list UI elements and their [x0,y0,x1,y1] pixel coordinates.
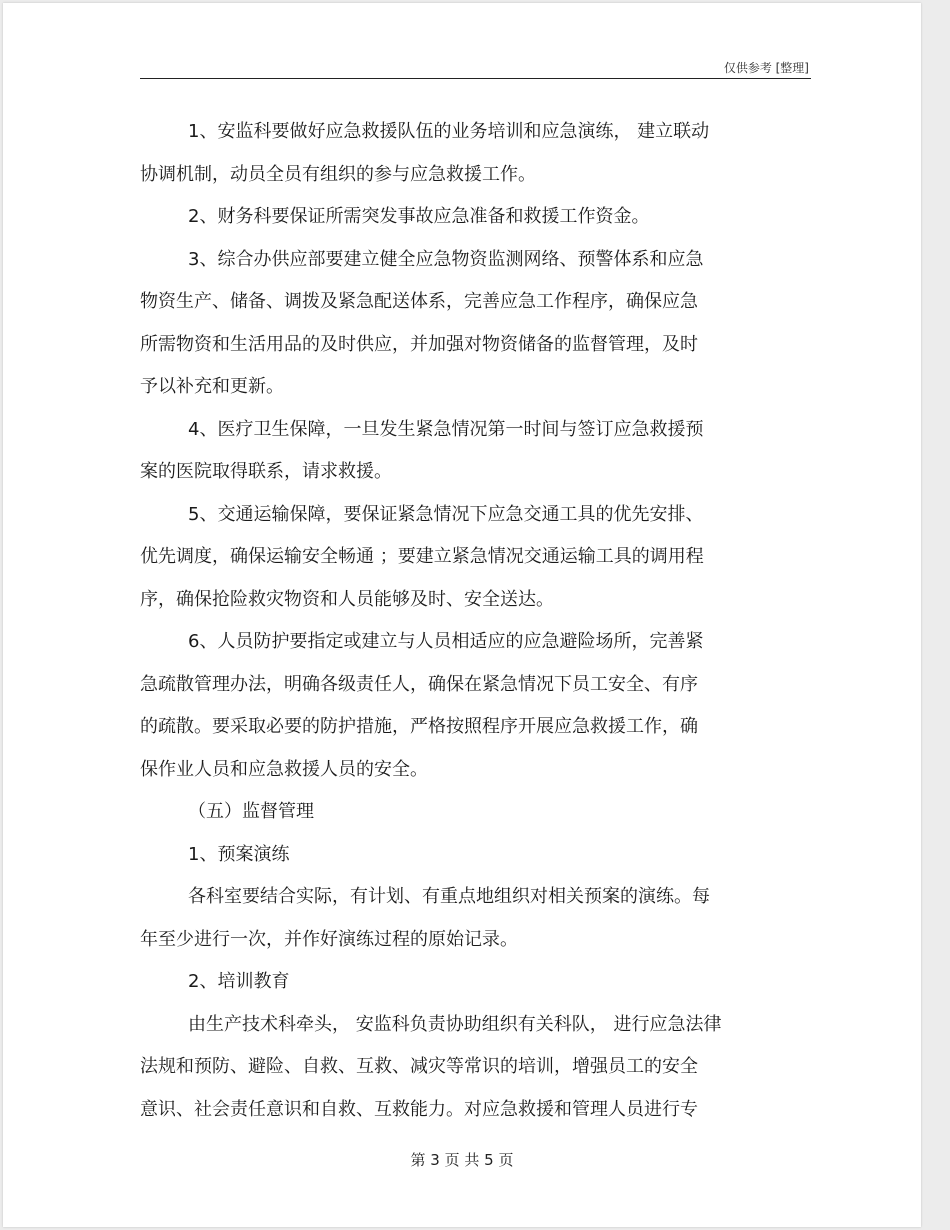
document-page [3,3,921,1227]
text-line: 所需物资和生活用品的及时供应，并加强对物资储备的监督管理，及时 [140,333,698,355]
text-line: 协调机制，动员全员有组织的参与应急救援工作。 [140,163,536,185]
text-line: 2、培训教育 [188,971,290,992]
text-line: 优先调度，确保运输安全畅通 ；要建立紧急情况交通运输工具的调用程 [140,546,704,567]
text-line: 的疏散。要采取必要的防护措施，严格按照程序开展应急救援工作，确 [140,716,698,737]
text-line: 急疏散管理办法，明确各级责任人，确保在紧急情况下员工安全、有序 [140,673,698,695]
text-line: 案的医院取得联系，请求救援。 [140,461,392,482]
text-line: 由生产技术科牵头， 安监科负责协助组织有关科队， 进行应急法律 [188,1013,722,1035]
text-line: 5、交通运输保障，要保证紧急情况下应急交通工具的优先安排、 [188,503,704,525]
text-line: 物资生产、储备、调拨及紧急配送体系，完善应急工作程序，确保应急 [140,291,698,312]
text-line: 3、综合办供应部要建立健全应急物资监测网络、预警体系和应急 [188,248,704,270]
text-line: 1、安监科要做好应急救援队伍的业务培训和应急演练， 建立联动 [188,121,710,142]
text-line: 意识、社会责任意识和自救、互救能力。对应急救援和管理人员进行专 [140,1098,698,1120]
page-footer: 第 3 页 共 5 页 [410,1151,514,1169]
text-line: 法规和预防、避险、自救、互救、减灾等常识的培训，增强员工的安全 [140,1056,698,1077]
document-body [140,111,820,1131]
text-line: 各科室要结合实际，有计划、有重点地组织对相关预案的演练。每 [188,886,710,907]
text-line: 4、医疗卫生保障，一旦发生紧急情况第一时间与签订应急救援预 [188,418,704,440]
text-line: （五）监督管理 [188,801,314,822]
text-line: 6、人员防护要指定或建立与人员相适应的应急避险场所，完善紧 [188,631,704,652]
text-line: 年至少进行一次，并作好演练过程的原始记录。 [140,928,518,950]
text-line: 保作业人员和应急救援人员的安全。 [140,758,428,780]
text-line: 2、财务科要保证所需突发事故应急准备和救援工作资金。 [188,206,650,227]
header-rule [140,78,811,79]
text-line: 1、预案演练 [188,843,290,865]
text-line: 序，确保抢险救灾物资和人员能够及时、安全送达。 [140,588,554,610]
text-line: 予以补充和更新。 [140,376,284,397]
page-header: 仅供参考 [整理] [723,61,809,75]
